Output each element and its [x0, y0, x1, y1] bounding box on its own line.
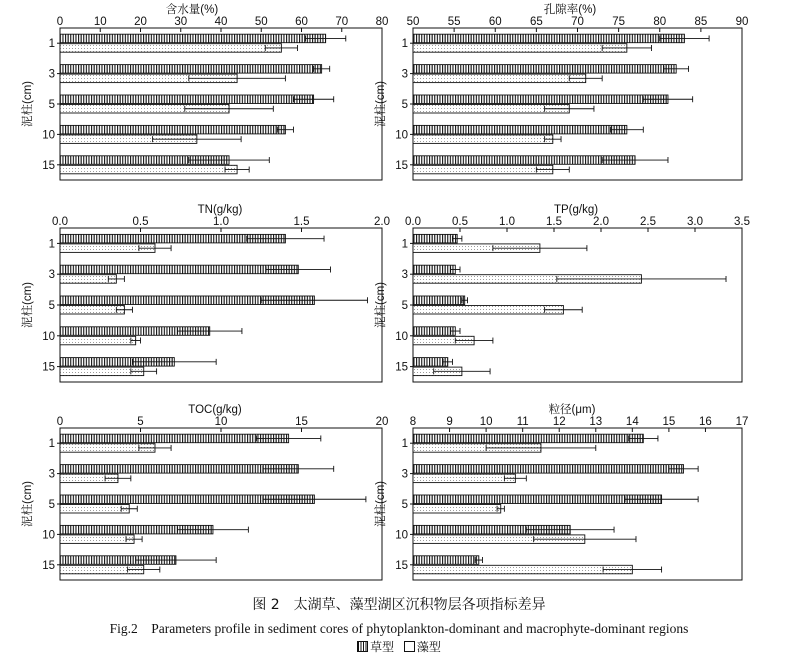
category-label: 15 [395, 361, 408, 374]
x-tick-label: 1.0 [499, 216, 515, 228]
category-label: 5 [401, 300, 408, 312]
x-tick-label: 0 [56, 16, 64, 28]
chart-title: TN(g/kg) [197, 204, 243, 216]
category-label: 15 [42, 559, 55, 572]
bar-grass [60, 65, 322, 74]
x-tick-label: 3.5 [734, 216, 750, 228]
chart-title: TOC(g/kg) [188, 404, 242, 416]
bar-algae [413, 74, 586, 83]
x-tick-label: 1.0 [213, 216, 229, 228]
x-tick-label: 2.0 [593, 216, 609, 228]
bar-algae [60, 165, 237, 174]
chart-panel-1 [373, 2, 748, 180]
bar-algae [413, 165, 553, 174]
bar-grass [413, 234, 457, 243]
x-tick-label: 3.0 [687, 216, 703, 228]
category-label: 3 [401, 68, 408, 81]
category-label: 15 [42, 361, 55, 374]
x-tick-label: 60 [295, 16, 308, 28]
bar-grass [413, 265, 455, 274]
category-label: 5 [401, 499, 408, 511]
x-tick-label: 80 [375, 16, 389, 28]
category-label: 3 [401, 269, 408, 282]
x-tick-label: 80 [653, 16, 667, 28]
legend-item-algae [404, 638, 441, 655]
bar-grass [413, 296, 465, 305]
category-label: 5 [401, 99, 408, 111]
x-tick-label: 1.5 [546, 216, 562, 228]
x-tick-label: 50 [254, 16, 268, 28]
category-label: 10 [395, 330, 408, 343]
chart-panel-3 [373, 204, 750, 382]
bar-algae [413, 135, 553, 144]
legend-item-grass [357, 638, 394, 655]
x-tick-label: 70 [571, 16, 584, 28]
bar-grass [60, 125, 285, 133]
figure-caption-cn: 图 2 太湖草、藻型湖区沉积物层各项指标差异 [252, 597, 546, 613]
category-label: 3 [48, 468, 55, 481]
category-label: 10 [395, 529, 408, 542]
category-label: 1 [48, 238, 55, 251]
bar-grass [413, 34, 684, 43]
legend-swatch-grass [357, 641, 368, 652]
x-tick-label: 9 [446, 416, 453, 428]
category-label: 10 [42, 529, 55, 542]
legend-swatch-algae [404, 641, 415, 652]
figure-legend [0, 638, 798, 655]
bar-grass [60, 434, 289, 443]
category-label: 1 [401, 438, 408, 451]
chart-panel-0 [20, 2, 388, 180]
x-tick-label: 17 [735, 416, 749, 428]
x-tick-label: 90 [735, 16, 749, 28]
x-tick-label: 20 [375, 416, 389, 428]
x-tick-label: 0.0 [405, 216, 421, 228]
bar-algae [60, 505, 129, 514]
x-tick-label: 16 [699, 416, 712, 428]
chart-panel-2 [20, 204, 390, 382]
bar-grass [413, 65, 676, 74]
x-tick-label: 2.5 [640, 216, 656, 228]
bar-algae [60, 306, 124, 315]
category-label: 1 [48, 438, 55, 451]
x-tick-label: 30 [174, 16, 188, 28]
x-tick-label: 0.5 [452, 216, 468, 228]
bar-grass [60, 95, 314, 104]
x-tick-label: 0.5 [132, 216, 149, 228]
x-tick-label: 10 [479, 416, 493, 428]
bar-grass [60, 265, 298, 274]
category-label: 1 [401, 38, 408, 51]
x-tick-label: 10 [214, 416, 228, 428]
bar-algae [60, 535, 134, 544]
figure-caption-en: Fig.2 Parameters profile in sediment cores of phytoplankton-dominant and macrophyte-dominant regions [109, 621, 689, 636]
x-tick-label: 14 [625, 416, 639, 428]
category-label: 15 [395, 559, 408, 572]
category-label: 1 [401, 238, 408, 251]
category-label: 1 [48, 38, 55, 51]
bar-algae [413, 306, 563, 315]
y-axis-label: 泥柱(cm) [22, 81, 34, 127]
category-label: 10 [42, 129, 55, 142]
x-tick-label: 55 [447, 16, 461, 28]
x-tick-label: 8 [409, 416, 417, 428]
legend-label-grass: 草型 [370, 640, 395, 654]
bar-algae [60, 336, 136, 345]
bar-grass [413, 495, 662, 504]
x-tick-label: 40 [214, 16, 228, 28]
bar-grass [413, 465, 684, 474]
bar-grass [413, 125, 627, 133]
x-tick-label: 13 [589, 416, 603, 428]
bar-grass [413, 556, 479, 565]
bar-algae [413, 565, 632, 574]
x-tick-label: 0 [56, 416, 64, 428]
legend-label-algae: 藻型 [416, 640, 441, 654]
bar-grass [413, 327, 455, 336]
x-tick-label: 75 [612, 16, 626, 28]
bar-grass [413, 95, 668, 104]
x-tick-label: 70 [335, 16, 349, 28]
bar-algae [413, 505, 501, 514]
bar-algae [413, 474, 515, 483]
bar-grass [60, 34, 326, 43]
category-label: 5 [48, 99, 55, 111]
x-tick-label: 60 [488, 16, 502, 28]
x-tick-label: 1.5 [293, 216, 310, 228]
category-label: 5 [48, 499, 55, 511]
category-label: 10 [42, 330, 55, 343]
x-tick-label: 11 [516, 416, 529, 428]
bar-grass [413, 434, 643, 443]
x-tick-label: 65 [529, 16, 543, 28]
x-tick-label: 10 [93, 16, 107, 28]
chart-title: TP(g/kg) [553, 204, 599, 216]
category-label: 10 [395, 129, 408, 142]
x-tick-label: 15 [662, 416, 676, 428]
chart-title: 粒径(μm) [548, 404, 596, 416]
chart-panel-4 [20, 404, 388, 580]
chart-title: 孔隙率(%) [543, 4, 597, 16]
x-tick-label: 15 [295, 416, 308, 428]
y-axis-label: 泥柱(cm) [22, 282, 34, 328]
category-label: 15 [395, 159, 408, 172]
bar-algae [413, 44, 627, 53]
category-label: 3 [401, 468, 408, 481]
x-tick-label: 5 [137, 416, 144, 428]
category-label: 15 [42, 159, 55, 172]
x-tick-label: 85 [694, 16, 708, 28]
bar-algae [60, 44, 281, 53]
x-tick-label: 12 [552, 416, 566, 428]
category-label: 3 [48, 269, 55, 282]
x-tick-label: 2.0 [374, 216, 390, 228]
bar-grass [413, 358, 448, 367]
x-tick-label: 0.0 [52, 216, 68, 228]
category-label: 5 [48, 300, 55, 312]
y-axis-label: 泥柱(cm) [375, 81, 387, 127]
y-axis-label: 泥柱(cm) [375, 282, 387, 328]
y-axis-label: 泥柱(cm) [375, 481, 387, 527]
x-tick-label: 20 [134, 16, 147, 28]
x-tick-label: 50 [406, 16, 420, 28]
category-label: 3 [48, 68, 55, 81]
chart-panel-5 [373, 402, 748, 580]
y-axis-label: 泥柱(cm) [22, 481, 34, 527]
chart-title: 含水量(%) [165, 4, 219, 16]
